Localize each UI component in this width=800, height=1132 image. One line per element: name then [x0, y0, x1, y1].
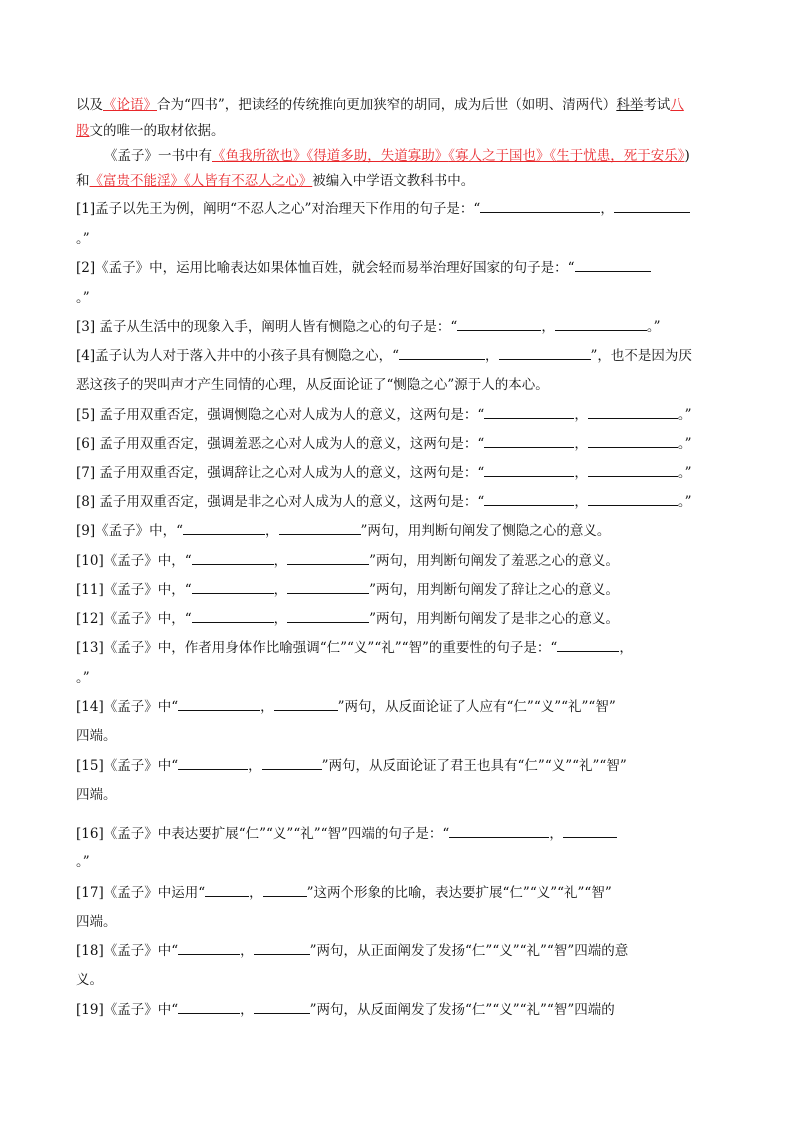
question-text: ”两句，从反面论证了君王也具有“仁”“义”“礼”“智”: [321, 758, 627, 774]
question-19: [76, 1001, 615, 1019]
link-shengyu[interactable]: 《生于忧患，死于安乐》: [549, 148, 685, 164]
question-text: ”这两个形象的比喻，表达要扩展“仁”“义”“礼”“智”: [306, 885, 612, 901]
question-8: [76, 493, 691, 511]
question-text: ”两句，用判断句阐发了恻隐之心的意义。: [360, 523, 611, 539]
question-7: [76, 464, 691, 482]
answer-blank[interactable]: [614, 200, 690, 213]
question-text: [14]《孟子》中“: [76, 699, 179, 715]
answer-blank[interactable]: [484, 464, 574, 477]
answer-blank[interactable]: [178, 942, 240, 955]
question-text: ，: [600, 201, 614, 217]
link-dedao[interactable]: 《得道多助，失道寡助》: [306, 148, 449, 164]
question-13: [76, 639, 633, 657]
question-text: 。”: [677, 407, 692, 423]
answer-blank[interactable]: [555, 318, 647, 331]
question-text: [16]《孟子》中表达要扩展“仁”“义”“礼”“智”四端的句子是：“: [76, 826, 450, 842]
answer-blank[interactable]: [274, 698, 338, 711]
question-5: [76, 406, 691, 424]
question-text: [18]《孟子》中“: [76, 943, 179, 959]
intro-text: 和: [76, 173, 90, 189]
question-2: [76, 259, 651, 277]
answer-blank[interactable]: [457, 318, 541, 331]
answer-blank[interactable]: [205, 884, 249, 897]
question-4: [76, 347, 692, 365]
question-text: ”两句，从反面阐发了发扬“仁”“义”“礼”“智”四端的: [309, 1002, 615, 1018]
question-text: ，: [249, 885, 263, 901]
question-2-cont: [76, 289, 90, 307]
question-text: ，: [260, 699, 274, 715]
question-1: [76, 200, 690, 218]
question-16-cont: [76, 853, 90, 871]
question-text: [10]《孟子》中，“: [76, 553, 192, 569]
link-guaren[interactable]: 《寡人之于国也》: [448, 148, 550, 164]
question-text: [2]《孟子》中，运用比喻表达如果体恤百姓，就会轻而易举治理好国家的句子是：“: [76, 260, 575, 276]
answer-blank[interactable]: [287, 581, 369, 594]
question-text: [12]《孟子》中，“: [76, 611, 192, 627]
question-text: [13]《孟子》中，作者用身体作比喻强调“仁”“义”“礼”“智”的重要性的句子是：“: [76, 640, 558, 656]
question-text: ，: [619, 640, 633, 656]
question-text: ，: [574, 436, 588, 452]
question-text: ，: [549, 826, 563, 842]
question-17-cont: [76, 913, 117, 931]
question-text: 。”: [76, 854, 90, 870]
link-bagu-part2[interactable]: 股: [76, 123, 90, 139]
link-yuwo[interactable]: 《鱼我所欲也》: [212, 148, 307, 164]
question-text: 。”: [646, 319, 661, 335]
question-text: ”两句，用判断句阐发了羞恶之心的意义。: [369, 553, 620, 569]
answer-blank[interactable]: [287, 610, 369, 623]
question-text: ，: [273, 611, 288, 627]
intro-line-1: [76, 96, 684, 114]
question-text: [7] 孟子用双重否定，强调辞让之心对人成为人的意义，这两句是：“: [76, 465, 485, 481]
intro-text: 合为“四书”，把读经的传统推向更加狭窄的胡同，成为后世（如明、清两代）: [157, 97, 617, 113]
question-text: [4]孟子认为人对于落入井中的小孩子具有恻隐之心，“: [76, 348, 400, 364]
answer-blank[interactable]: [557, 639, 619, 652]
answer-blank[interactable]: [449, 825, 549, 838]
question-18-cont: [76, 971, 103, 989]
question-text: [1]孟子以先王为例，阐明“不忍人之心”对治理天下作用的句子是：“: [76, 201, 481, 217]
question-text: ，: [574, 407, 588, 423]
answer-blank[interactable]: [588, 406, 678, 419]
question-text: ”两句，用判断句阐发了辞让之心的意义。: [369, 582, 620, 598]
answer-blank[interactable]: [178, 757, 248, 770]
question-text: 。”: [677, 465, 692, 481]
question-text: 四端。: [76, 728, 117, 744]
intro-text: 以及: [76, 97, 103, 113]
question-text: 。”: [76, 670, 90, 686]
question-11: [76, 581, 619, 599]
answer-blank[interactable]: [588, 464, 678, 477]
question-text: [19]《孟子》中“: [76, 1002, 179, 1018]
question-text: 四端。: [76, 787, 117, 803]
answer-blank[interactable]: [192, 610, 274, 623]
intro-line-2: [76, 122, 225, 140]
question-text: ，: [248, 758, 262, 774]
answer-blank[interactable]: [588, 435, 678, 448]
question-text: ，: [574, 494, 588, 510]
question-text: [5] 孟子用双重否定，强调恻隐之心对人成为人的意义，这两句是：“: [76, 407, 485, 423]
answer-blank[interactable]: [192, 552, 274, 565]
intro-text: ): [684, 148, 690, 164]
intro-text: 被编入中学语文教科书中。: [312, 173, 475, 189]
answer-blank[interactable]: [399, 347, 485, 360]
intro-line-3: [104, 147, 690, 165]
question-text: [3] 孟子从生活中的现象入手，阐明人皆有恻隐之心的句子是：“: [76, 319, 458, 335]
answer-blank[interactable]: [499, 347, 591, 360]
question-15-cont: [76, 786, 117, 804]
intro-line-4: [76, 172, 474, 190]
question-16: [76, 825, 617, 843]
question-text: ”两句，从反面论证了人应有“仁”“义”“礼”“智”: [337, 699, 616, 715]
question-text: ，: [541, 319, 555, 335]
link-lunyu[interactable]: 《论语》: [103, 97, 157, 113]
question-text: ，: [485, 348, 499, 364]
answer-blank[interactable]: [287, 552, 369, 565]
question-text: ，: [240, 943, 254, 959]
question-text: [9]《孟子》中，“: [76, 523, 184, 539]
question-text: ”，也不是因为厌: [590, 348, 692, 364]
answer-blank[interactable]: [484, 406, 574, 419]
intro-text: 《孟子》一书中有: [104, 148, 212, 164]
question-12: [76, 610, 619, 628]
answer-blank[interactable]: [183, 522, 265, 535]
question-text: [11]《孟子》中，“: [76, 582, 192, 598]
question-text: ，: [273, 553, 288, 569]
link-bagu-part1[interactable]: 八: [670, 97, 684, 113]
question-9: [76, 522, 610, 540]
question-17: [76, 884, 612, 902]
answer-blank[interactable]: [254, 1001, 310, 1014]
answer-blank[interactable]: [480, 200, 600, 213]
question-text: ，: [265, 523, 279, 539]
answer-blank[interactable]: [588, 493, 678, 506]
link-renjie[interactable]: 《人皆有不忍人之心》: [184, 173, 313, 189]
question-text: [8] 孟子用双重否定，强调是非之心对人成为人的意义，这两句是：“: [76, 494, 485, 510]
question-6: [76, 435, 691, 453]
question-text: ，: [574, 465, 588, 481]
intro-text: 文的唯一的取材依据。: [89, 123, 225, 139]
question-14-cont: [76, 727, 117, 745]
question-18: [76, 942, 628, 960]
link-fugui[interactable]: 《富贵不能淫》: [89, 173, 184, 189]
answer-blank[interactable]: [484, 493, 574, 506]
answer-blank[interactable]: [262, 757, 322, 770]
link-keju[interactable]: 科举: [616, 97, 644, 113]
question-4-cont: [76, 376, 549, 394]
answer-blank[interactable]: [192, 581, 274, 594]
intro-text: 考试: [643, 97, 671, 113]
question-text: ，: [273, 582, 288, 598]
question-3: [76, 318, 660, 336]
question-text: [15]《孟子》中“: [76, 758, 179, 774]
answer-blank[interactable]: [563, 825, 617, 838]
question-text: 。”: [76, 290, 90, 306]
answer-blank[interactable]: [178, 698, 260, 711]
question-14: [76, 698, 616, 716]
question-text: 。”: [76, 231, 90, 247]
question-text: ，: [240, 1002, 254, 1018]
question-1-cont: [76, 230, 90, 248]
answer-blank[interactable]: [279, 522, 361, 535]
question-text: ”两句，用判断句阐发了是非之心的意义。: [369, 611, 620, 627]
question-text: 。”: [677, 494, 692, 510]
question-text: ”两句，从正面阐发了发扬“仁”“义”“礼”“智”四端的意: [309, 943, 629, 959]
answer-blank[interactable]: [254, 942, 310, 955]
answer-blank[interactable]: [484, 435, 574, 448]
question-text: 。”: [677, 436, 692, 452]
question-text: [6] 孟子用双重否定，强调羞恶之心对人成为人的意义，这两句是：“: [76, 436, 485, 452]
question-text: 恶这孩子的哭叫声才产生同情的心理，从反面论证了“恻隐之心”源于人的本心。: [76, 377, 549, 393]
answer-blank[interactable]: [575, 259, 651, 272]
question-13-cont: [76, 669, 90, 687]
answer-blank[interactable]: [263, 884, 307, 897]
question-10: [76, 552, 619, 570]
answer-blank[interactable]: [178, 1001, 240, 1014]
question-text: 义。: [76, 972, 103, 988]
question-text: 四端。: [76, 914, 117, 930]
question-15: [76, 757, 627, 775]
question-text: [17]《孟子》中运用“: [76, 885, 206, 901]
